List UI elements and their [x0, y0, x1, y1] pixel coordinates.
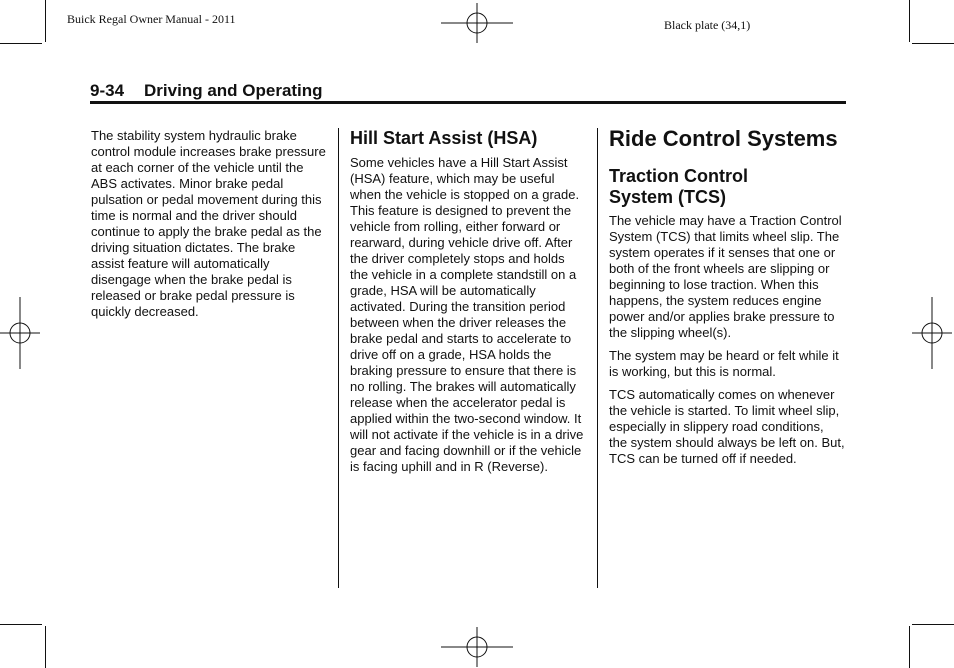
ride-control-heading: Ride Control Systems: [609, 126, 838, 151]
crop-mark-br-h: [912, 624, 954, 625]
stability-paragraph: The stability system hydraulic brake control module increases brake pressure at each corner of the vehicle until the ABS activates. Minor brake pedal pulsation or pedal movement during this time is normal and the driver should continue to apply the brake pedal as the driving situation dictates. The brake assist feature will automatically disengage when the brake pedal is released or brake pedal pressure is quickly decreased.: [91, 128, 326, 319]
crop-mark-bl-h: [0, 624, 42, 625]
tcs-heading: Traction Control System (TCS): [609, 166, 748, 207]
page-number: 9-34: [90, 81, 125, 100]
column-1: [91, 128, 327, 327]
heading-rule: [90, 101, 846, 104]
column-3: [609, 126, 845, 474]
column-divider-1: [338, 128, 339, 588]
column-divider-2: [597, 128, 598, 588]
registration-mark-left: [0, 297, 40, 369]
crop-mark-br-v: [909, 626, 910, 668]
registration-mark-top: [441, 3, 513, 43]
crop-mark-tr-v: [909, 0, 910, 42]
tcs-paragraph-3: TCS automatically comes on whenever the vehicle is started. To limit wheel slip, especially in slippery road conditions, the system should always be left on. But, TCS can be turned off if needed.: [609, 387, 845, 466]
hsa-heading: Hill Start Assist (HSA): [350, 128, 538, 148]
crop-mark-tl-v: [45, 0, 46, 42]
section-title: Driving and Operating: [144, 81, 323, 100]
tcs-paragraph-1: The vehicle may have a Traction Control System (TCS) that limits wheel slip. The system operates if it senses that one or both of the front wheels are slipping or beginning to lose traction. When this happens, the system reduces engine power and/or applies brake pressure to the slipping wheel(s).: [609, 213, 842, 340]
column-2: [350, 128, 586, 482]
hsa-paragraph: Some vehicles have a Hill Start Assist (HSA) feature, which may be useful when the vehicle is stopped on a grade. This feature is designed to prevent the vehicle from rolling, either forward or rearward, during vehicle drive off. After the driver completely stops and holds the vehicle in a complete standstill on a grade, HSA will be automatically activated. During the transition period between when the driver releases the brake pedal and starts to accelerate to drive off on a grade, HSA holds the braking pressure to ensure that there is no rolling. The brakes will automatically release when the accelerator pedal is applied within the two-second window. It will not activate if the vehicle is in a drive gear and facing downhill or if the vehicle is facing uphill and in R (Reverse).: [350, 155, 584, 474]
manual-title: Buick Regal Owner Manual - 2011: [67, 12, 236, 26]
crop-mark-tl-h: [0, 43, 42, 44]
tcs-paragraph-2: The system may be heard or felt while it is working, but this is normal.: [609, 348, 839, 379]
registration-mark-bottom: [441, 627, 513, 667]
registration-mark-right: [912, 297, 952, 369]
crop-mark-tr-h: [912, 43, 954, 44]
page-heading: [90, 81, 323, 101]
crop-mark-bl-v: [45, 626, 46, 668]
plate-label: Black plate (34,1): [664, 18, 751, 32]
